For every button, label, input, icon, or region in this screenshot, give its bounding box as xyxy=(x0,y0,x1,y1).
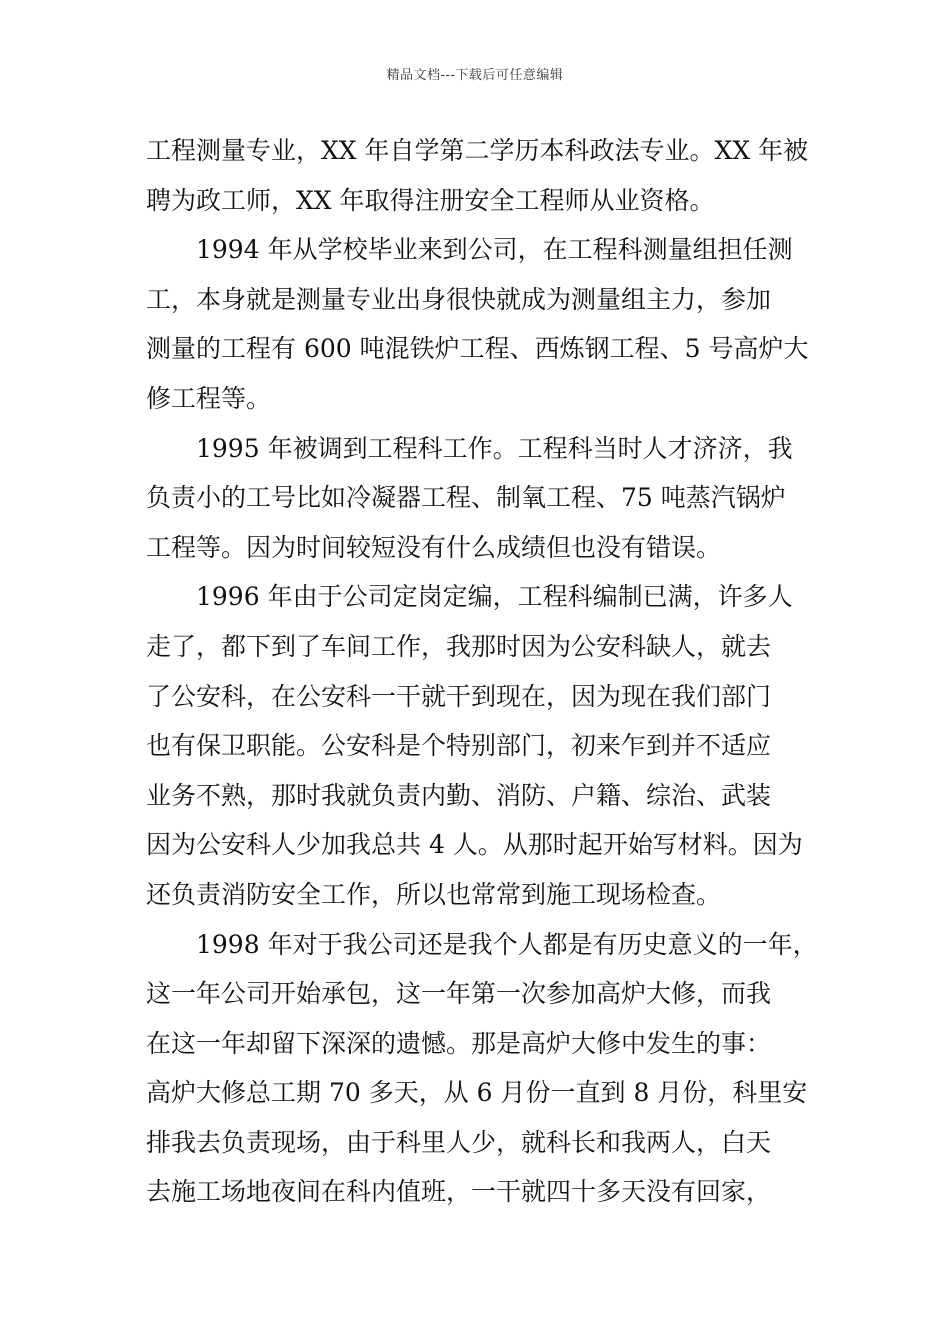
text-line: 去施工场地夜间在科内值班，一干就四十多天没有回家， xyxy=(146,1177,772,1207)
text-line: 1995 年被调到工程科工作。工程科当时人才济济，我 xyxy=(196,433,793,463)
text-line: 1994 年从学校毕业来到公司，在工程科测量组担任测 xyxy=(196,235,793,265)
text-line: 在这一年却留下深深的遗憾。那是高炉大修中发生的事： xyxy=(146,1028,772,1058)
text-line: 高炉大修总工期 70 多天，从 6 月份一直到 8 月份，科里安 xyxy=(146,1078,808,1108)
text-line: 负责小的工号比如冷凝器工程、制氧工程、75 吨蒸汽锅炉 xyxy=(146,483,786,513)
text-line: 业务不熟，那时我就负责内勤、消防、户籍、综治、武装 xyxy=(146,780,772,810)
text-line: 聘为政工师，XX 年取得注册安全工程师从业资格。 xyxy=(146,185,715,215)
text-line: 测量的工程有 600 吨混铁炉工程、西炼钢工程、5 号高炉大 xyxy=(146,334,809,364)
text-line: 排我去负责现场，由于科里人少，就科长和我两人，白天 xyxy=(146,1127,772,1157)
text-line: 工，本身就是测量专业出身很快就成为测量组主力，参加 xyxy=(146,284,772,314)
text-line: 工程测量专业，XX 年自学第二学历本科政法专业。XX 年被 xyxy=(146,136,809,165)
text-line: 还负责消防安全工作，所以也常常到施工现场检查。 xyxy=(146,879,722,909)
text-line: 1996 年由于公司定岗定编，工程科编制已满，许多人 xyxy=(196,582,793,612)
text-line: 工程等。因为时间较短没有什么成绩但也没有错误。 xyxy=(146,532,722,562)
text-line: 走了，都下到了车间工作，我那时因为公安科缺人，就去 xyxy=(146,631,772,661)
text-line: 这一年公司开始承包，这一年第一次参加高炉大修，而我 xyxy=(146,979,772,1009)
page-header: 精品文档---下载后可任意编辑 xyxy=(386,68,564,83)
text-line: 1998 年对于我公司还是我个人都是有历史意义的一年， xyxy=(196,929,818,959)
text-line: 了公安科，在公安科一干就干到现在，因为现在我们部门 xyxy=(146,681,772,711)
text-line: 也有保卫职能。公安科是个特别部门，初来乍到并不适应 xyxy=(146,731,772,761)
text-line: 因为公安科人少加我总共 4 人。从那时起开始写材料。因为 xyxy=(146,830,803,860)
text-line: 修工程等。 xyxy=(146,383,272,413)
document-body xyxy=(146,126,826,1217)
